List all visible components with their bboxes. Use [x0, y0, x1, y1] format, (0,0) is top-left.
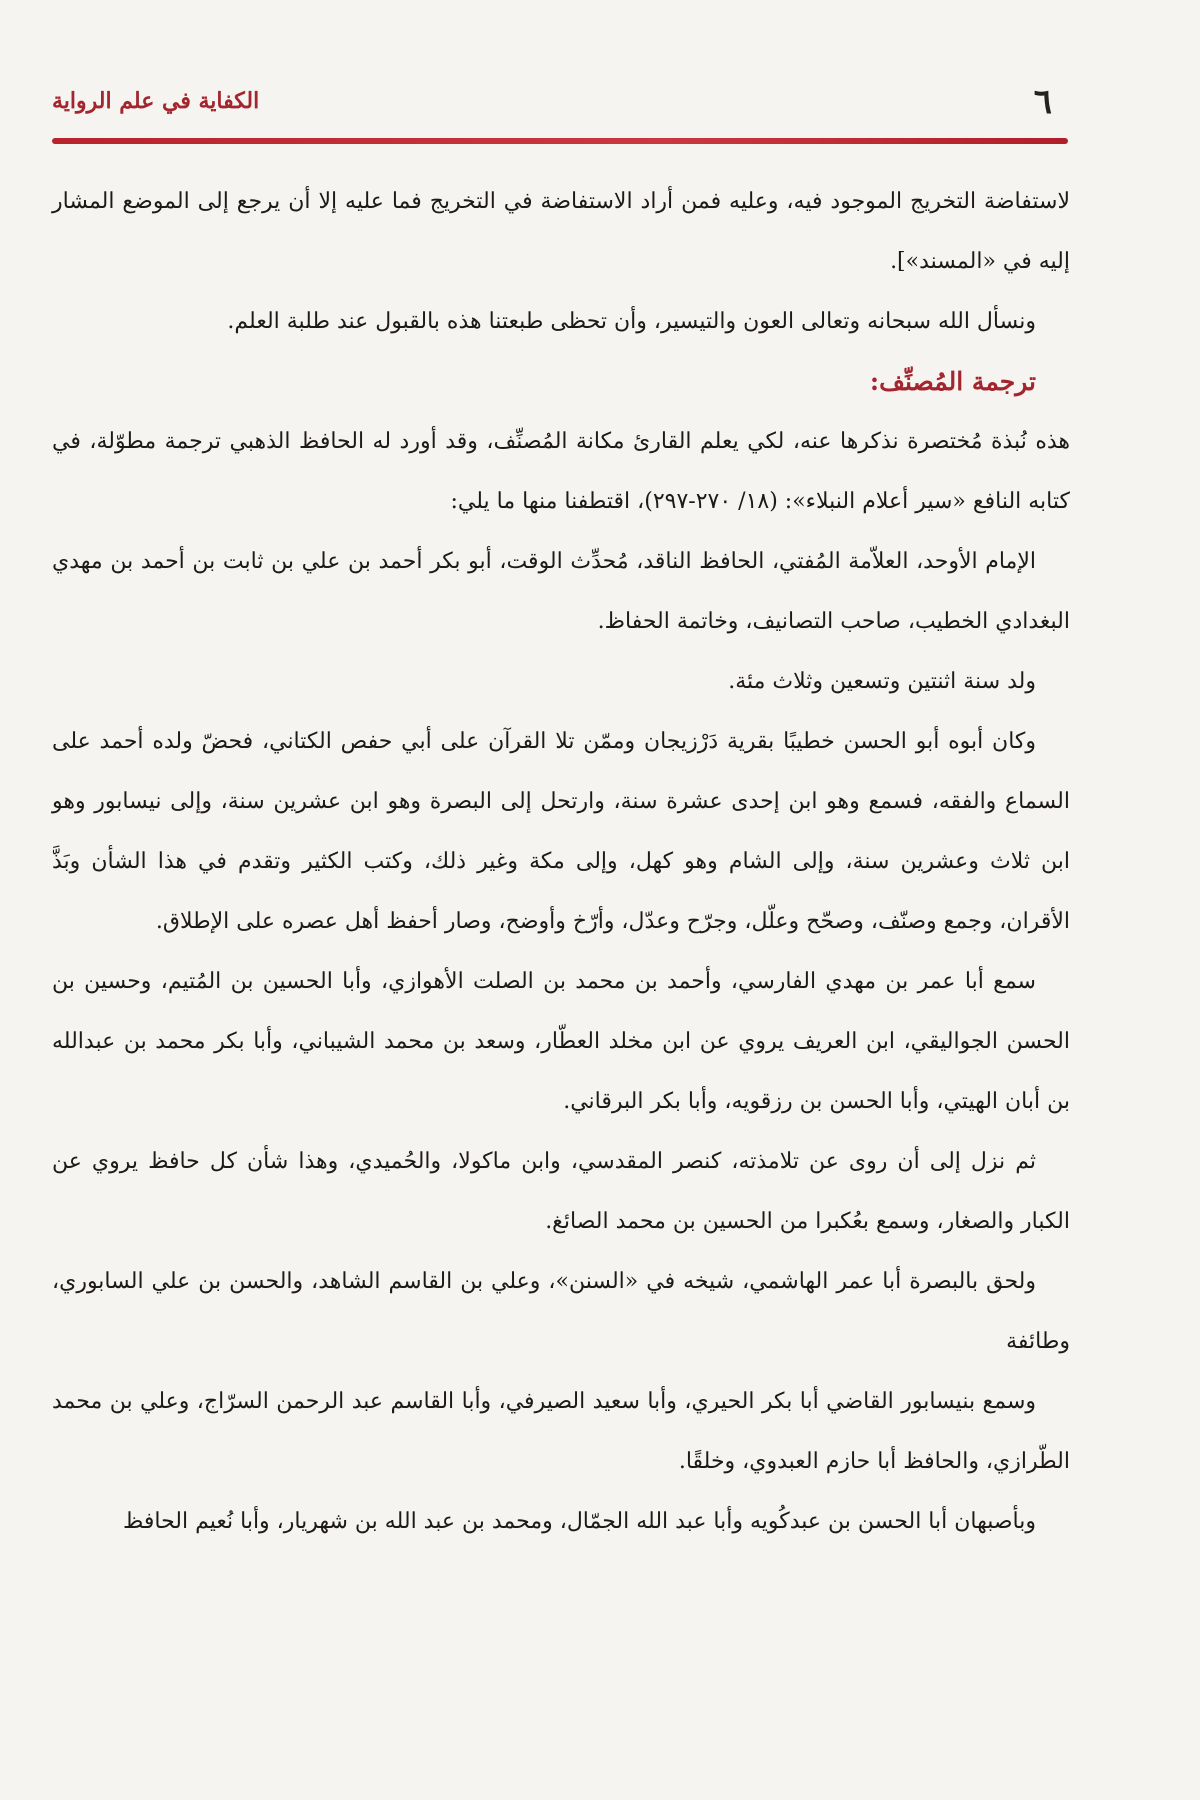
paragraph-summary: هذه نُبذة مُختصرة نذكرها عنه، لكي يعلم القارئ مكانة المُصنِّف، وقد أورد له الحافظ الذهبي ترجمة مطوّلة، في كتابه النافع «سير أعلام النبلاء»: (١٨/ ٢٧٠-٢٩٧)، اقتطفنا منها ما يلي: [52, 429, 1070, 514]
paragraph-students: ثم نزل إلى أن روى عن تلامذته، كنصر المقدسي، وابن ماكولا، والحُميدي، وهذا شأن كل حافظ يروي عن الكبار والصغار، وسمع بعُكبرا من الحسين بن محمد الصائغ. [52, 1149, 1070, 1234]
page-number: ٦ [1033, 82, 1052, 122]
paragraph-basra: ولحق بالبصرة أبا عمر الهاشمي، شيخه في «السنن»، وعلي بن القاسم الشاهد، والحسن بن علي السابوري، وطائفة [52, 1269, 1070, 1354]
paragraph-birth: ولد سنة اثنتين وتسعين وثلاث مئة. [728, 669, 1036, 694]
paragraph-teachers: سمع أبا عمر بن مهدي الفارسي، وأحمد بن محمد بن الصلت الأهوازي، وأبا الحسين بن المُتيم، وحسين بن الحسن الجواليقي، ابن العريف يروي عن ابن مخلد العطّار، وسعد بن محمد الشيباني، وأبا بكر محمد بن عبدالله بن أبان الهيتي، وأبا الحسن بن رزقويه، وأبا بكر البرقاني. [52, 969, 1070, 1114]
running-title: الكفاية في علم الرواية [52, 88, 260, 114]
paragraph-early-life: وكان أبوه أبو الحسن خطيبًا بقرية دَرْزيجان وممّن تلا القرآن على أبي حفص الكتاني، فحضّ ولده أحمد على السماع والفقه، فسمع وهو ابن إحدى عشرة سنة، وارتحل إلى البصرة وهو ابن عشرين سنة، وإلى نيسابور وهو ابن ثلاث وعشرين سنة، وإلى الشام وهو كهل، وإلى مكة وغير ذلك، وكتب الكثير وتقدم في هذا الشأن وبَذَّ الأقران، وجمع وصنّف، وصحّح وعلّل، وجرّح وعدّل، وأرّخ وأوضح، وصار أحفظ أهل عصره على الإطلاق. [52, 729, 1070, 934]
header-rule [52, 138, 1068, 144]
paragraph-nishapur: وسمع بنيسابور القاضي أبا بكر الحيري، وأبا سعيد الصيرفي، وأبا القاسم عبد الرحمن السرّاج، وعلي بن محمد الطّرازي، والحافظ أبا حازم العبدوي، وخلقًا. [52, 1389, 1070, 1474]
intro-paragraph: لاستفاضة التخريج الموجود فيه، وعليه فمن أراد الاستفاضة في التخريج فما عليه إلا أن يرجع إلى الموضع المشار إليه في «المسند»]. [52, 189, 1070, 274]
page-header [52, 82, 1070, 142]
page-body [52, 172, 1070, 1552]
paragraph-titles: الإمام الأوحد، العلاّمة المُفتي، الحافظ الناقد، مُحدِّث الوقت، أبو بكر أحمد بن علي بن ثابت بن أحمد بن مهدي البغدادي الخطيب، صاحب التصانيف، وخاتمة الحفاظ. [52, 549, 1070, 634]
section-heading: ترجمة المُصنِّف: [869, 367, 1036, 396]
paragraph-isfahan: وبأصبهان أبا الحسن بن عبدكُويه وأبا عبد الله الجمّال، ومحمد بن عبد الله بن شهريار، وأبا نُعيم الحافظ [123, 1509, 1036, 1534]
prayer-paragraph: ونسأل الله سبحانه وتعالى العون والتيسير، وأن تحظى طبعتنا هذه بالقبول عند طلبة العلم. [227, 309, 1036, 334]
